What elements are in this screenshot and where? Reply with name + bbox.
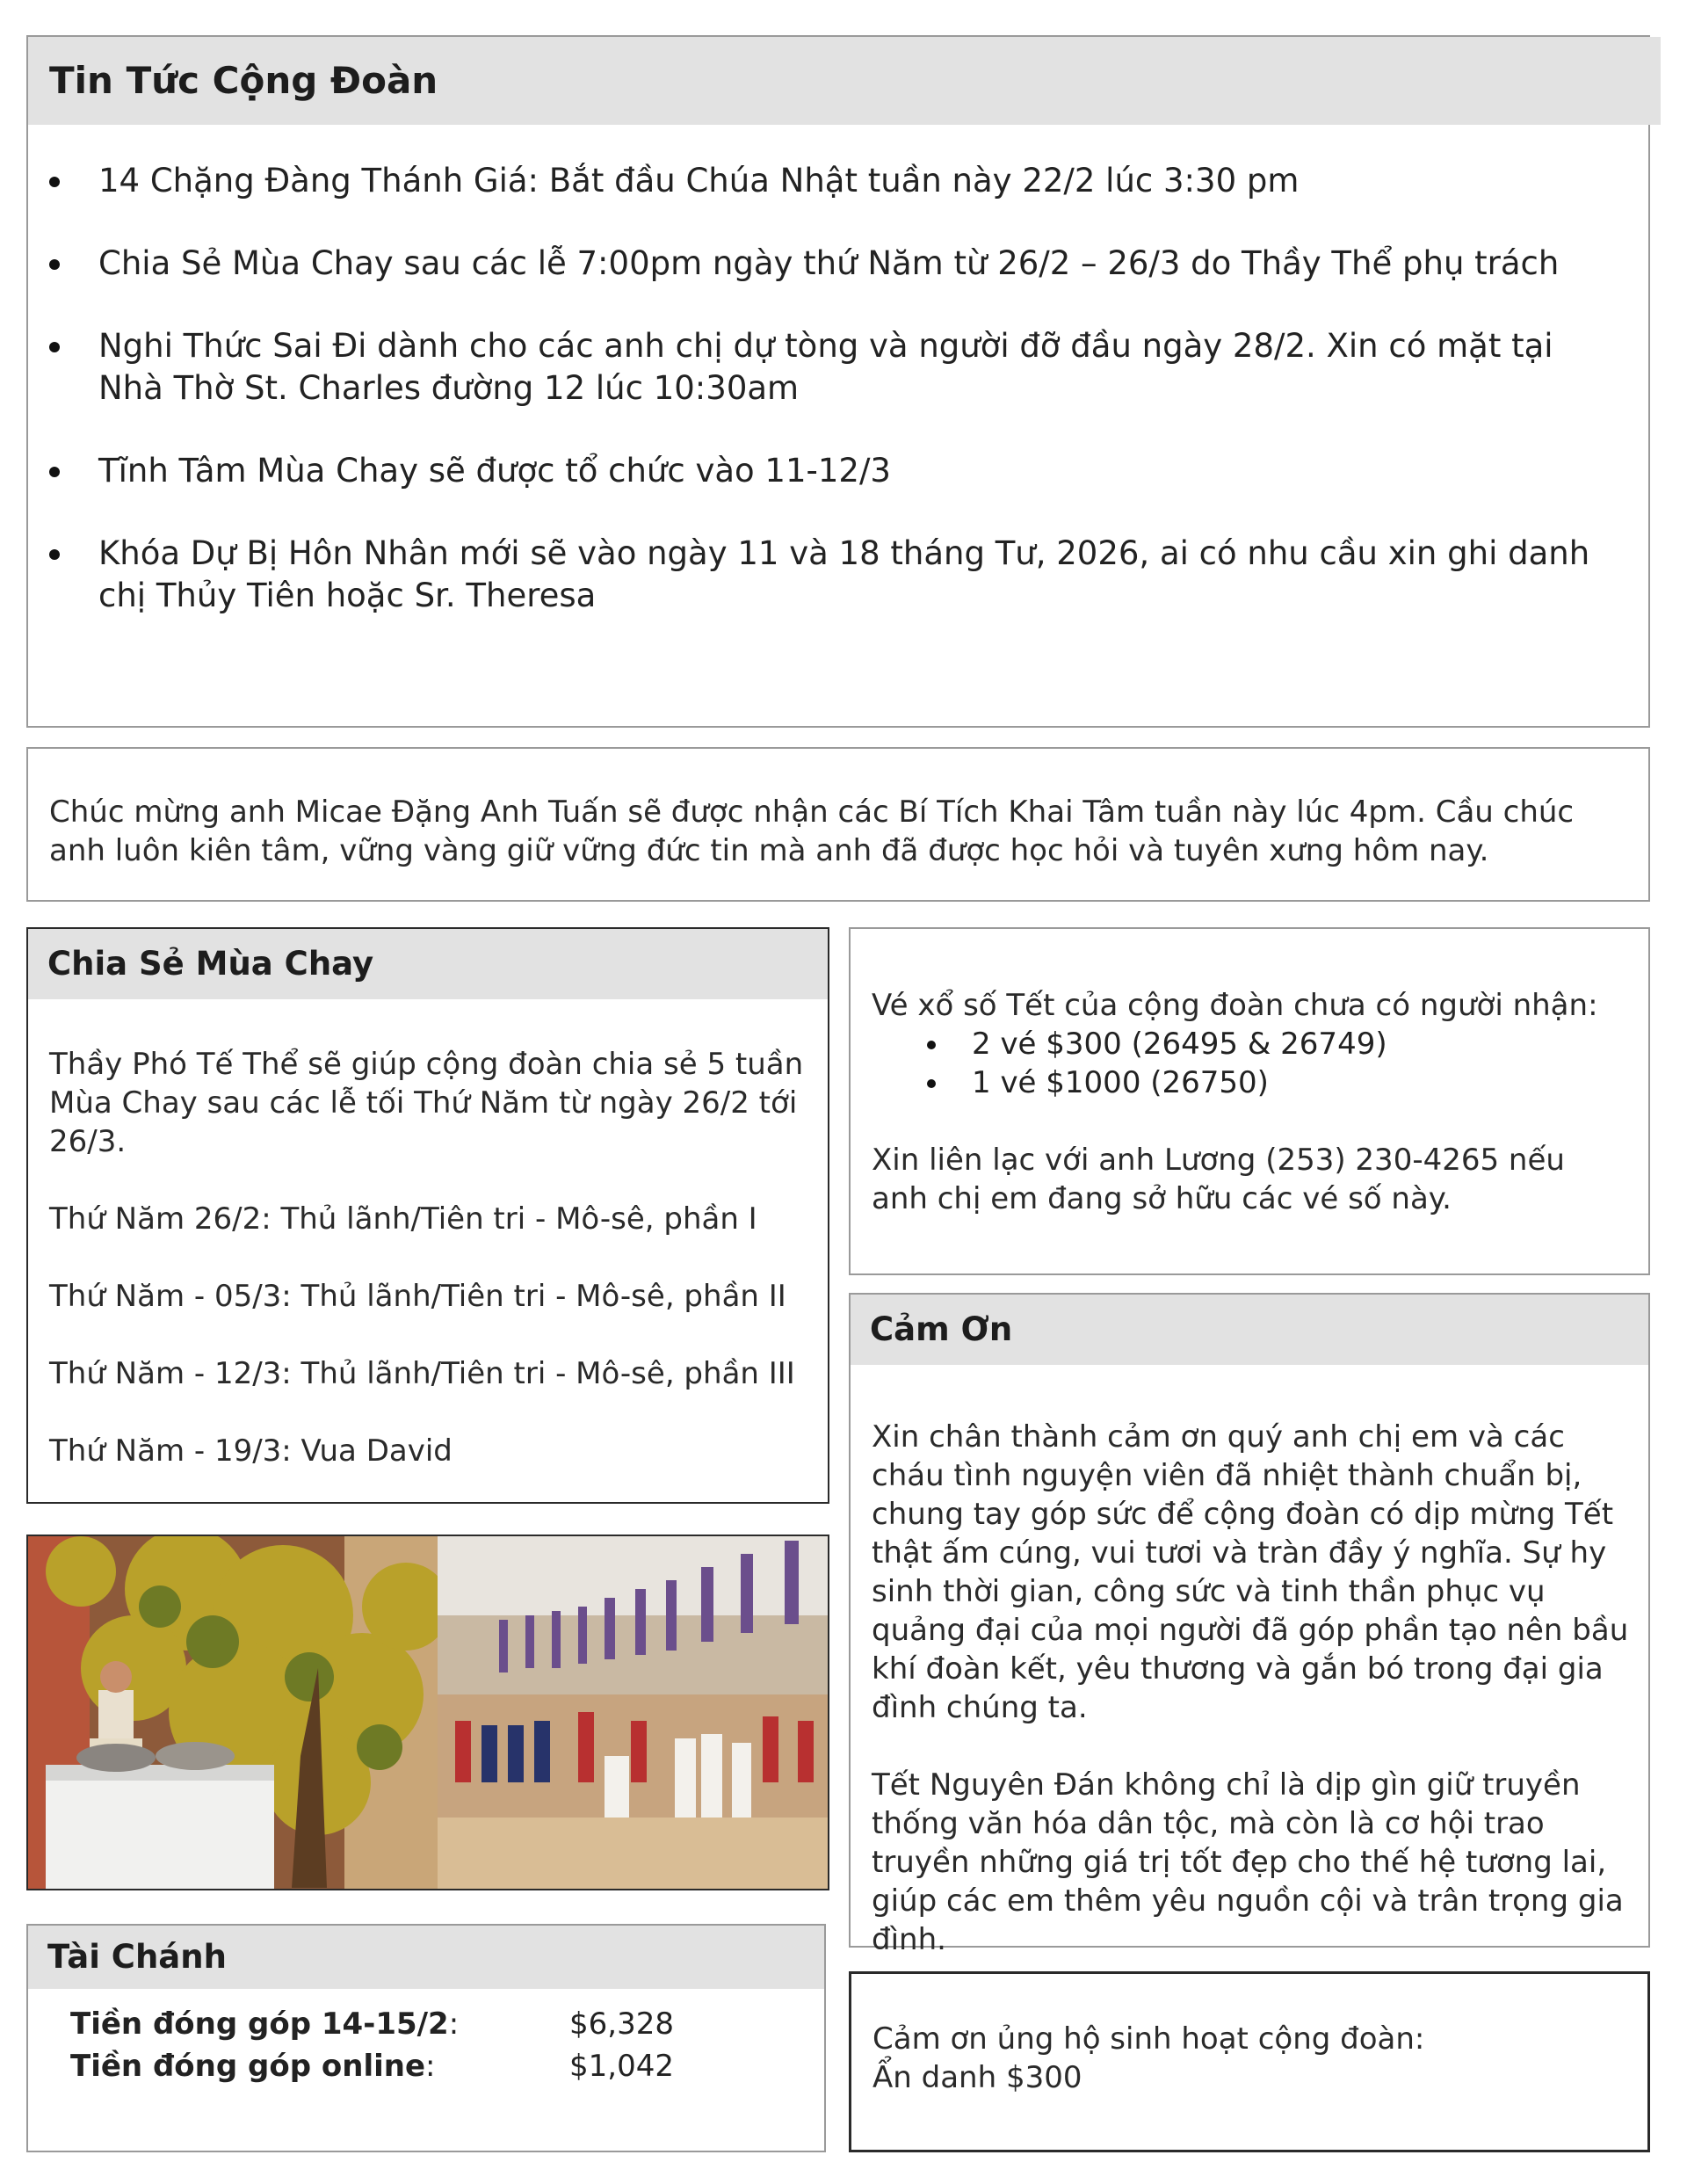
congrats-text: Chúc mừng anh Micae Đặng Anh Tuấn sẽ được nhận các Bí Tích Khai Tâm tuần này lúc 4pm. Cầu chúc anh luôn kiên tâm, vững vàng giữ vững đức tin mà anh đã được học hỏi và tuyên xưng hôm nay. <box>49 795 1575 868</box>
lottery-box <box>849 927 1650 1275</box>
news-list <box>28 160 1610 657</box>
support-line: Ẩn danh $300 <box>872 2060 1082 2095</box>
thanks-paragraph: Xin chân thành cảm ơn quý anh chị em và các cháu tình nguyện viên đã nhiệt thành chuẩn bị, chung tay góp sức để cộng đoàn có dịp mừng Tết thật ấm cúng, vui tươi và tràn đầy ý nghĩa. Sự hy sinh thời gian, công sức và tinh thần phục vụ quảng đại của mọi người đã góp phần tạo nên bầu khí đoàn kết, yêu thương và gắn bó trong đại gia đình chúng ta. <box>872 1419 1629 1725</box>
lent-body <box>49 1045 805 1470</box>
thanks-title: Cảm Ơn <box>851 1295 1648 1365</box>
finance-table <box>70 2003 674 2087</box>
event-photos <box>26 1535 829 1890</box>
lent-session: Thứ Năm - 05/3: Thủ lãnh/Tiên tri - Mô-sê, phần II <box>49 1279 786 1314</box>
finance-value: $1,042 <box>569 2049 674 2084</box>
finance-row <box>70 2003 674 2045</box>
lottery-contact: Xin liên lạc với anh Lương (253) 230-4265 nếu anh chị em đang sở hữu các vé số này. <box>872 1143 1565 1216</box>
lent-session: Thứ Năm 26/2: Thủ lãnh/Tiên tri - Mô-sê, phần I <box>49 1201 757 1237</box>
lent-intro: Thầy Phó Tế Thể sẽ giúp cộng đoàn chia sẻ 5 tuần Mùa Chay sau các lễ tối Thứ Năm từ ngày 26/2 tới 26/3. <box>49 1047 804 1159</box>
news-item: Tĩnh Tâm Mùa Chay sẽ được tổ chức vào 11-12/3 <box>28 450 1610 492</box>
lottery-body <box>872 986 1627 1218</box>
photo-church-interior <box>438 1536 829 1889</box>
news-item: 14 Chặng Đàng Thánh Giá: Bắt đầu Chúa Nhật tuần này 22/2 lúc 3:30 pm <box>28 160 1610 202</box>
lottery-item: 1 vé $1000 (26750) <box>872 1063 1627 1102</box>
news-item: Nghi Thức Sai Đi dành cho các anh chị dự tòng và người đỡ đầu ngày 28/2. Xin có mặt tại Nhà Thờ St. Charles đường 12 lúc 10:30am <box>28 325 1610 410</box>
support-body <box>872 2020 1628 2097</box>
lent-section <box>26 927 829 1504</box>
support-box <box>849 1971 1650 2152</box>
finance-label: Tiền đóng góp online <box>70 2049 426 2084</box>
news-item: Khóa Dự Bị Hôn Nhân mới sẽ vào ngày 11 và 18 tháng Tư, 2026, ai có nhu cầu xin ghi danh chị Thủy Tiên hoặc Sr. Theresa <box>28 533 1610 617</box>
lent-title: Chia Sẻ Mùa Chay <box>28 929 828 999</box>
lottery-list <box>872 1025 1627 1102</box>
news-section <box>26 35 1650 728</box>
finance-value: $6,328 <box>569 2006 674 2042</box>
photo-altar-blessing <box>28 1536 438 1889</box>
thanks-section <box>849 1293 1650 1957</box>
finance-row <box>70 2045 674 2087</box>
news-item: Chia Sẻ Mùa Chay sau các lễ 7:00pm ngày thứ Năm từ 26/2 – 26/3 do Thầy Thể phụ trách <box>28 243 1610 285</box>
finance-label: Tiền đóng góp 14-15/2 <box>70 2006 449 2042</box>
lent-session: Thứ Năm - 12/3: Thủ lãnh/Tiên tri - Mô-sê, phần III <box>49 1356 795 1391</box>
finance-title: Tài Chánh <box>28 1926 824 1989</box>
news-title: Tin Tức Cộng Đoàn <box>28 37 1661 125</box>
finance-section <box>26 1924 826 2152</box>
lent-session: Thứ Năm - 19/3: Vua David <box>49 1433 453 1469</box>
lottery-item: 2 vé $300 (26495 & 26749) <box>872 1025 1627 1063</box>
finance-sep: : <box>425 2049 436 2084</box>
congrats-box <box>26 747 1650 902</box>
support-line: Cảm ơn ủng hộ sinh hoạt cộng đoàn: <box>872 2021 1425 2057</box>
thanks-paragraph: Tết Nguyên Đán không chỉ là dịp gìn giữ truyền thống văn hóa dân tộc, mà còn là cơ hội trao truyền những giá trị tốt đẹp cho thế hệ tương lai, giúp các em thêm yêu nguồn cội và trân trọng gia đình. <box>872 1767 1624 1957</box>
thanks-body <box>872 1418 1633 1959</box>
lottery-intro: Vé xổ số Tết của cộng đoàn chưa có người nhận: <box>872 988 1598 1023</box>
finance-sep: : <box>448 2006 460 2042</box>
